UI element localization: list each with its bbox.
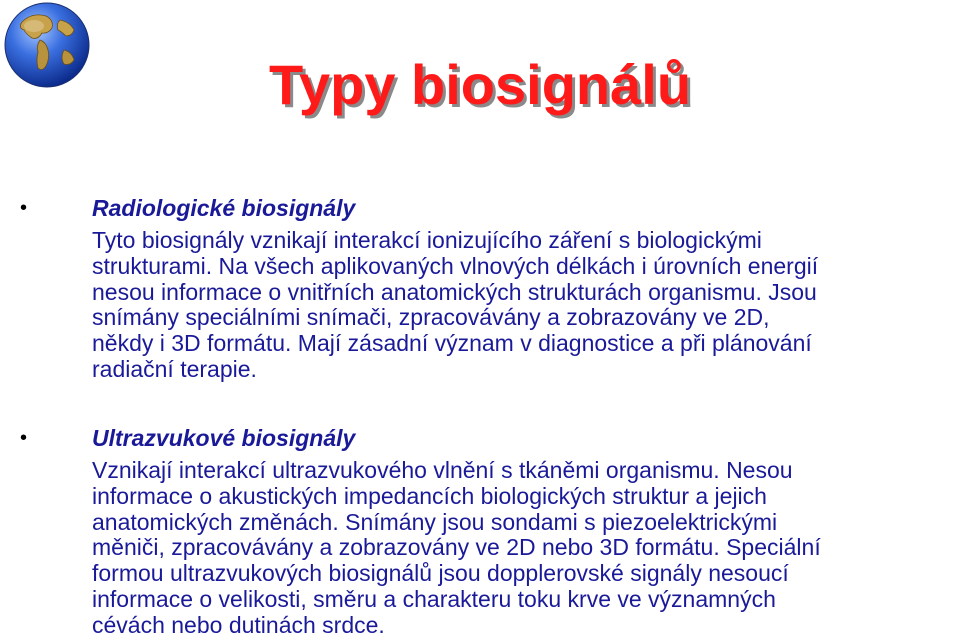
paragraph-line: radiační terapie.	[92, 355, 257, 382]
paragraph-line: někdy i 3D formátu. Mají zásadní význam v diagnostice a při plánování	[92, 330, 812, 357]
bullet-icon: •	[20, 197, 28, 219]
paragraph-line: informace o akustických impedancích biologických struktur a jejich	[92, 482, 767, 509]
paragraph-line: strukturami. Na všech aplikovaných vlnových délkách i úrovních energií	[92, 252, 819, 279]
paragraph-line: cévách nebo dutinách srdce.	[92, 611, 385, 638]
section-paragraph	[92, 458, 960, 639]
paragraph-line: formou ultrazvukových biosignálů jsou dopplerovské signály nesoucí	[92, 560, 789, 587]
paragraph-line: Vznikají interakcí ultrazvukového vlnění s tkáněmi organismu. Nesou	[92, 457, 793, 483]
bullet-icon: •	[20, 427, 28, 449]
paragraph-line: Tyto biosignály vznikají interakcí ionizujícího záření s biologickými	[92, 227, 762, 253]
section-heading: Ultrazvukové biosignály	[92, 425, 356, 451]
page-title: Typy biosignálů	[268, 53, 692, 116]
paragraph-line: nesou informace o vnitřních anatomických strukturách organismu. Jsou	[92, 278, 817, 305]
paragraph-line: anatomických změnách. Snímány jsou sondami s piezoelektrickými	[92, 508, 778, 535]
paragraph-line: měniči, zpracovávány a zobrazovány ve 2D nebo 3D formátu. Speciální	[92, 534, 821, 561]
section-heading: Radiologické biosignály	[92, 195, 356, 221]
section-paragraph	[92, 228, 960, 383]
paragraph-line: snímány speciálními snímači, zpracovávány a zobrazovány ve 2D,	[92, 304, 770, 331]
paragraph-line: informace o velikosti, směru a charakteru toku krve ve významných	[92, 585, 776, 612]
